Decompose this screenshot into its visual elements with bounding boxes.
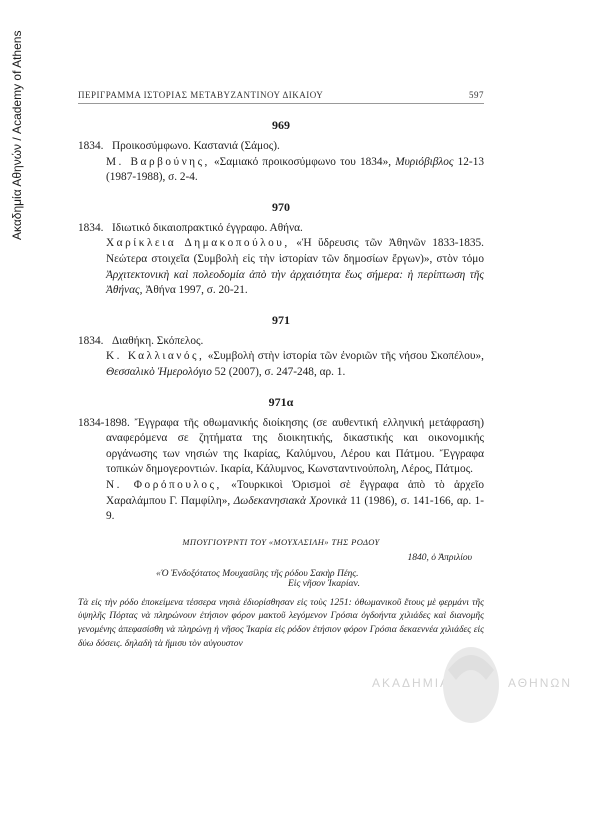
reference-details: 52 (2007), σ. 247-248, αρ. 1. [211,365,346,378]
entry-reference [78,478,484,525]
reference-title: «Συμβολὴ στὴν ἱστορία τῶν ἐνοριῶν τῆς νήσου Σκοπέλου», [204,350,485,363]
entry-description: Προικοσύμφωνο. Καστανιά (Σάμος). [112,140,280,152]
reference-details: 12-13 (1987-1988), σ. 2-4. [106,155,484,184]
archive-side-label: Ακαδημία Αθηνών / Academy of Athens [10,30,24,240]
academy-watermark [372,636,572,736]
page-number: 597 [469,90,484,100]
entry-reference [78,236,484,298]
document-page [78,90,484,652]
entry-number: 970 [272,199,290,214]
reference-title: «Ἡ ὕδρευσις τῶν Ἀθηνῶν 1833-1835. Νεώτερα στοιχεῖα (Συμβολὴ εἰς τὴν ἱστορίαν τῶν δημοσίων ἔργων)», στὸν τόμο [106,237,484,265]
entry-date: 1834. [78,140,104,152]
document-date: 1840, ὁ Ἀπριλίου [407,552,472,563]
entry-description: 1834-1898. Ἔγγραφα τῆς οθωμανικής διοίκησης (σε αυθεντική ελληνική μετάφραση) αναφερόμενα σε ζητήματα της διοικητικής, δικαστικής και οικονομικής οργάνωσης των νησιών της Ικαρίας, Καλύμνου, Λέρου και Πάτμου. Ἔγγραφα τοπικών δημογεροντιών. Ικαρία, Κάλυμνος, Κωνσταντινούπολη, Λέρος, Πάτμος. [78,416,484,476]
entry [78,416,484,525]
running-header-title: ΠΕΡΙΓΡΑΜΜΑ ΙΣΤΟΡΙΑΣ ΜΕΤΑΒΥΖΑΝΤΙΝΟΥ ΔΙΚΑΙΟΥ [78,90,324,100]
reference-author: Μ. Βαρβούνης, [106,155,210,168]
reference-details: Ἀθήνα 1997, σ. 20-21. [142,284,248,297]
entry-date: 1834. [78,221,104,234]
document-title: ΜΠΟΥΓΙΟΥΡΝΤΙ ΤΟΥ «ΜΟΥΧΑΣΙΛΗ» ΤΗΣ ΡΟΔΟΥ [182,536,380,547]
entry-number: 969 [272,118,290,132]
reference-author: Χαρίκλεια Δημακοπούλου, [106,237,290,250]
watermark-text-left: ΑΚΑΔΗΜΙΑ [372,676,451,690]
entry-reference [78,349,484,380]
reference-journal: Δωδεκανησιακὰ Χρονικὰ [233,494,347,507]
entry-reference [78,155,484,186]
reference-journal: Θεσσαλικὸ Ἡμερολόγιο [106,365,212,378]
document-sender: «Ὁ Ἐνδοξότατος Μουχασίλης τῆς ρόδου Σακὴρ Πέης. [156,568,359,579]
reference-author: Ν. Φορόπουλος, [106,478,222,491]
entry-description: Διαθήκη. Σκόπελος. [112,334,204,347]
entry-date: 1834. [78,334,104,347]
reference-journal: Μυριόβιβλος [395,155,454,168]
reference-details: 11 (1986), σ. 141-166, αρ. 1-9. [106,494,484,523]
entry-number: 971α [268,394,294,409]
entry-number: 971 [272,312,290,327]
document-body: Τὰ εἰς τὴν ρόδο ἐποκείμενα τέσσερα νησιὰ ἐδιορίσθησαν εἰς τοὺς 1251: ὀθωμανικοῦ ἔτους μὲ φερμάνι τῆς ὑψηλῆς Πόρτας νὰ πληρώνουν ἐτήσιον φόρον μακτοῦ λεγόμενον Γρόσια ὀγδοήντα χιλιάδες καὶ διανομῆς γενομένης ἀπεφασίσθη νὰ πληρώνῃ ἡ νῆσος Ἰκαρία εἰς ρόδον ἐτήσιον φόρον Γρόσια δεκαεννέα χιλιάδες εἰς δύω δόσεις. δηλαδὴ τὰ ἥμισυ τὸν αὐγουστον [78,597,484,650]
quoted-document [78,537,484,652]
document-recipient: Εἰς νῆσον Ἰκαρίαν. [288,578,361,589]
reference-title: «Τουρκικοὶ Ὁρισμοὶ σὲ ἔγγραφα ἀπὸ τὸ ἀρχεῖο Χαραλάμπου Γ. Παμφίλη», [106,478,484,507]
athena-head-icon [436,640,506,730]
entry [78,334,484,381]
reference-author: Κ. Καλλιανός, [106,350,205,363]
entry-description: Ιδιωτικό δικαιοπρακτικό έγγραφο. Αθήνα. [112,221,303,234]
running-header [78,90,484,104]
reference-title: «Σαμιακό προικοσύμφωνο του 1834», [209,155,396,168]
entry [78,139,484,186]
entry [78,221,484,299]
reference-journal: Ἀρχιτεκτονικὴ καὶ πολεοδομία ἀπὸ τὴν ἀρχαιότητα ἕως σήμερα: ἡ περίπτωση τῆς Ἀθήνας, [106,268,484,297]
watermark-text-right: ΑΘΗΝΩΝ [507,676,572,690]
